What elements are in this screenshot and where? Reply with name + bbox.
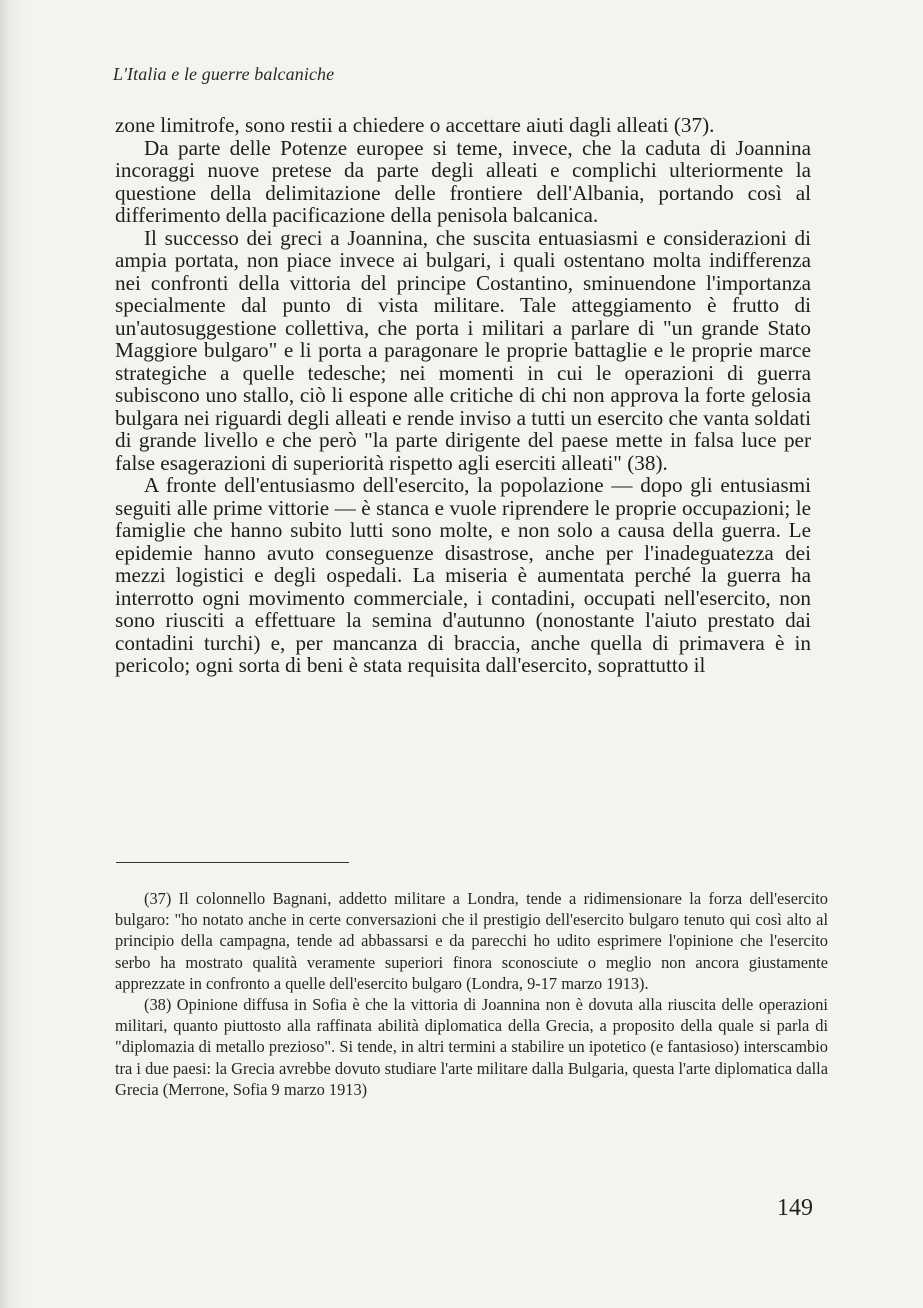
- footnotes: [115, 888, 828, 1100]
- footnote-37: (37) Il colonnello Bagnani, addetto militare a Londra, tende a ridimensionare la forza dell'esercito bulgaro: "ho notato anche in certe conversazioni che il prestigio dell'esercito bulgaro tenuto qui così alto al principio della campagna, tende ad abbassarsi e da parecchi ho udito esprimere l'opinione che l'esercito serbo ha mostrato qualità veramente superiori finora sconosciute o meglio non ancora giustamente apprezzate in confronto a quelle dell'esercito bulgaro (Londra, 9-17 marzo 1913).: [115, 889, 828, 993]
- paragraph: Il successo dei greci a Joannina, che suscita entuasiasmi e considerazioni di ampia portata, non piace invece ai bulgari, i quali ostentano molta indifferenza nei confronti della vittoria del principe Costantino, sminuendone l'importanza specialmente dal punto di vista militare. Tale atteggiamento è frutto di un'autosuggestione collettiva, che porta i militari a parlare di "un grande Stato Maggiore bulgaro" e li porta a paragonare le proprie battaglie e le proprie marce strategiche a quelle tedesche; nei momenti in cui le operazioni di guerra subiscono uno stallo, ciò li espone alle critiche di chi non approva la forte gelosia bulgara nei riguardi degli alleati e rende inviso a tutti un esercito che vanta soldati di grande livello e che però "la parte dirigente del paese mette in falsa luce per false esagerazioni di superiorità rispetto agli eserciti alleati" (38).: [115, 225, 811, 475]
- footnote-separator: [116, 862, 349, 863]
- page-number: 149: [777, 1195, 813, 1221]
- paragraph: Da parte delle Potenze europee si teme, invece, che la caduta di Joannina incoraggi nuove pretese da parte degli alleati e complichi ulteriormente la questione della delimitazione delle frontiere dell'Albania, portando così al differimento della pacificazione della penisola balcanica.: [115, 135, 811, 227]
- footnote-38: (38) Opinione diffusa in Sofia è che la vittoria di Joannina non è dovuta alla riuscita delle operazioni militari, quanto piuttosto alla raffinata abilità diplomatica della Grecia, a proposito della quale si parla di "diplomazia di metallo prezioso". Si tende, in altri termini a stabilire un ipotetico (e fantasioso) interscambio tra i due paesi: la Grecia avrebbe dovuto studiare l'arte militare dalla Bulgaria, questa l'arte diplomatica dalla Grecia (Merrone, Sofia 9 marzo 1913): [115, 995, 828, 1099]
- running-header: L'Italia e le guerre balcaniche: [113, 64, 335, 84]
- paragraph-continuation: zone limitrofe, sono restii a chiedere o accettare aiuti dagli alleati (37).: [115, 113, 715, 137]
- body-text: [115, 114, 811, 677]
- paragraph: A fronte dell'entusiasmo dell'esercito, la popolazione — dopo gli entusiasmi seguiti alle prime vittorie — è stanca e vuole riprendere le proprie occupazioni; le famiglie che hanno subito lutti sono molte, e non solo a causa della guerra. Le epidemie hanno avuto conseguenze disastrose, anche per l'inadeguatezza dei mezzi logistici e degli ospedali. La miseria è aumentata perché la guerra ha interrotto ogni movimento commerciale, i contadini, occupati nell'esercito, non sono riusciti a effettuare la semina d'autunno (nonostante l'aiuto prestato dai contadini turchi) e, per mancanza di braccia, anche quella di primavera è in pericolo; ogni sorta di beni è stata requisita dall'esercito, soprattutto il: [115, 473, 811, 677]
